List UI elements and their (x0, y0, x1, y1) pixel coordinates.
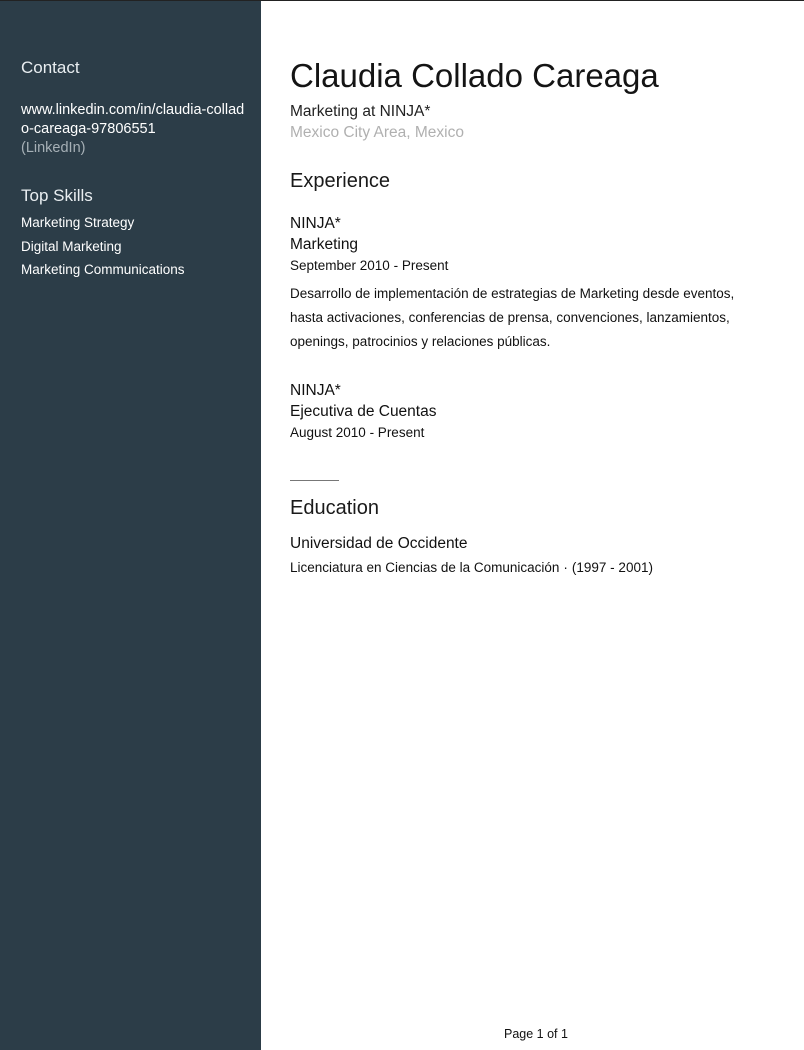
linkedin-url[interactable]: www.linkedin.com/in/claudia-collado-careaga-97806551 (21, 102, 245, 137)
skill-item: Digital Marketing (21, 238, 122, 254)
linkedin-label: (LinkedIn) (21, 140, 86, 156)
job-company: NINJA* (290, 382, 341, 399)
job-dates: August 2010 - Present (290, 425, 425, 440)
skill-item: Marketing Strategy (21, 215, 135, 230)
top-skills-heading: Top Skills (21, 186, 93, 205)
experience-item (290, 380, 790, 443)
degree-name: Licenciatura en Ciencias de la Comunicación (290, 560, 560, 575)
education-heading: Education (290, 497, 379, 519)
page-number: Page 1 of 1 (504, 1027, 568, 1041)
profile-location: Mexico City Area, Mexico (290, 124, 464, 141)
experience-heading: Experience (290, 170, 391, 192)
job-title: Marketing (290, 236, 359, 253)
section-divider (290, 480, 339, 481)
school-name: Universidad de Occidente (290, 535, 468, 552)
job-title: Ejecutiva de Cuentas (290, 403, 437, 420)
job-dates: September 2010 - Present (290, 258, 449, 273)
degree-years: (1997 - 2001) (571, 560, 653, 575)
profile-headline: Marketing at NINJA* (290, 103, 431, 120)
profile-name: Claudia Collado Careaga (290, 57, 659, 94)
job-company: NINJA* (290, 215, 341, 232)
experience-item (290, 213, 790, 354)
job-description: Desarrollo de implementación de estrategias de Marketing desde eventos, hasta activaciones, conferencias de prensa, convenciones, lanzamientos, openings, patrocinios y relaciones públicas. (290, 286, 735, 349)
contact-heading: Contact (21, 58, 80, 77)
degree-line (290, 560, 653, 575)
sidebar (0, 1, 261, 1050)
skill-item: Marketing Communications (21, 262, 185, 277)
degree-separator: · (563, 560, 568, 575)
skills-list (21, 213, 185, 284)
linkedin-contact[interactable] (21, 101, 246, 158)
